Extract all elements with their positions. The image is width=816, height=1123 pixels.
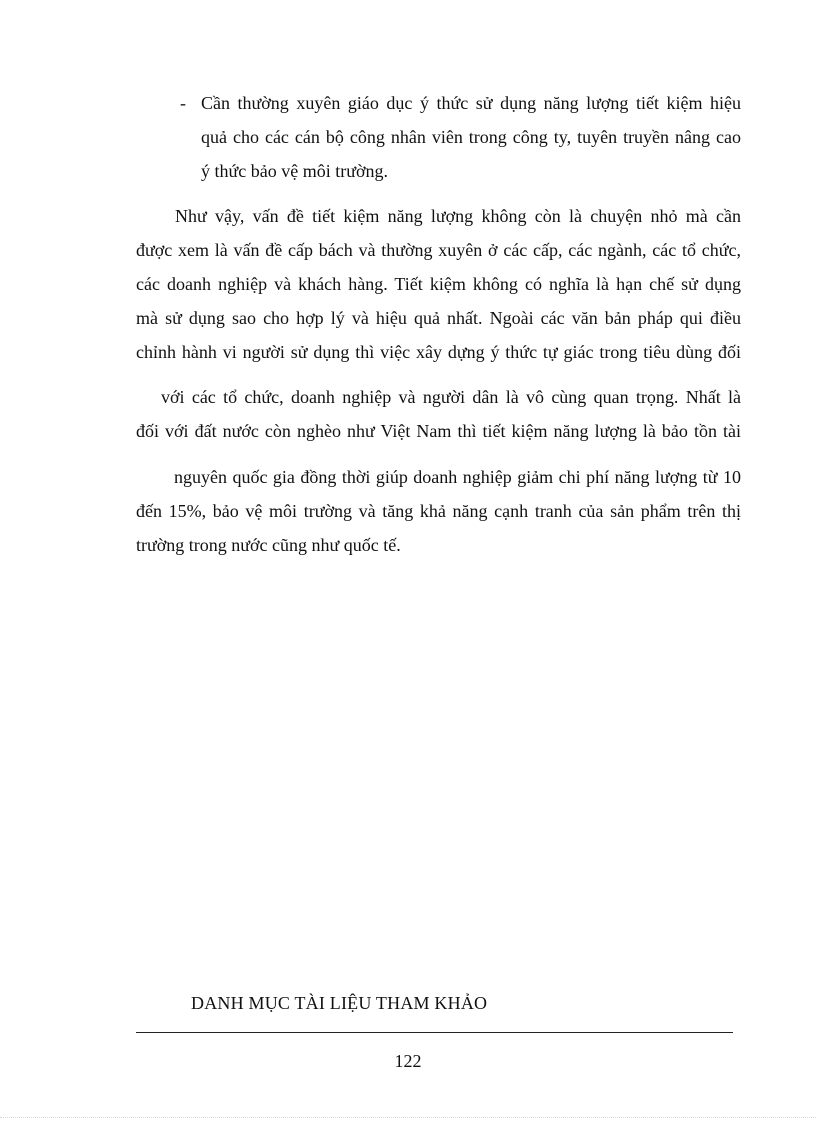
bullet-line-3: ý thức bảo vệ môi trường.: [201, 161, 388, 181]
paragraph-line-5: chỉnh hành vi người sử dụng thì việc xây dựng ý thức tự giác trong tiêu dùng đối: [136, 342, 741, 362]
paragraph-line-1: Như vậy, vấn đề tiết kiệm năng lượng không còn là chuyện nhỏ mà cần: [175, 206, 741, 226]
bullet-line-2: quả cho các cán bộ công nhân viên trong công ty, tuyên truyền nâng cao: [201, 127, 741, 147]
paragraph-line-6: với các tổ chức, doanh nghiệp và người dân là vô cùng quan trọng. Nhất là: [161, 387, 741, 407]
references-heading: DANH MỤC TÀI LIỆU THAM KHẢO: [191, 993, 488, 1013]
footer-divider: [136, 1032, 733, 1033]
paragraph-line-8: nguyên quốc gia đồng thời giúp doanh nghiệp giảm chi phí năng lượng từ 10: [174, 467, 741, 487]
page-bottom-border: [0, 1117, 816, 1118]
paragraph-line-10: trường trong nước cũng như quốc tế.: [136, 535, 401, 555]
paragraph-line-3: các doanh nghiệp và khách hàng. Tiết kiệm không có nghĩa là hạn chế sử dụng: [136, 274, 741, 294]
paragraph-line-9: đến 15%, bảo vệ môi trường và tăng khả năng cạnh tranh của sản phẩm trên thị: [136, 501, 741, 521]
paragraph-line-4: mà sử dụng sao cho hợp lý và hiệu quả nhất. Ngoài các văn bản pháp qui điều: [136, 308, 741, 328]
paragraph-line-2: được xem là vấn đề cấp bách và thường xuyên ở các cấp, các ngành, các tổ chức,: [136, 240, 741, 260]
bullet-line-1: Cần thường xuyên giáo dục ý thức sử dụng năng lượng tiết kiệm hiệu: [201, 93, 741, 113]
page-number: 122: [394, 1051, 422, 1071]
bullet-marker: -: [180, 93, 186, 113]
paragraph-line-7: đối với đất nước còn nghèo như Việt Nam thì tiết kiệm năng lượng là bảo tồn tài: [136, 421, 741, 441]
